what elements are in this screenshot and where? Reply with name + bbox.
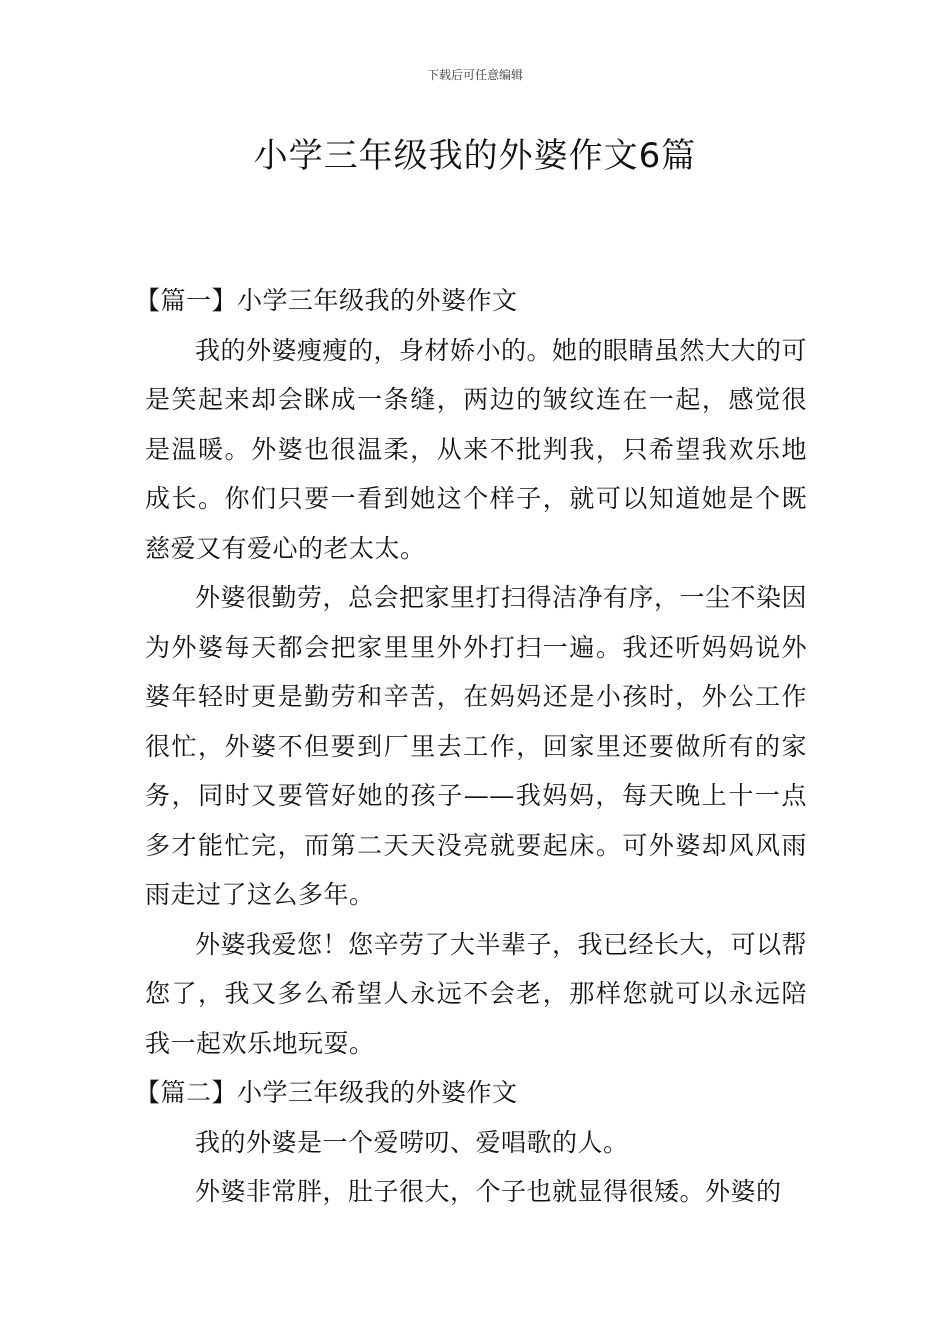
document-body — [135, 276, 808, 1217]
paragraph: 外婆很勤劳，总会把家里打扫得洁净有序，一尘不染因为外婆每天都会把家里里外外打扫一遍。我还听妈妈说外婆年轻时更是勤劳和辛苦，在妈妈还是小孩时，外公工作很忙，外婆不但要到厂里去工作，回家里还要做所有的家务，同时又要管好她的孩子——我妈妈，每天晚上十一点多才能忙完，而第二天天没亮就要起床。可外婆却风风雨雨走过了这么多年。 — [145, 583, 808, 909]
paragraph: 外婆非常胖，肚子很大，个子也就显得很矮。外婆的 — [195, 1177, 782, 1206]
document-title: 小学三年级我的外婆作文6篇 — [253, 136, 697, 176]
section-2 — [135, 1068, 807, 1217]
paragraph: 外婆我爱您！您辛劳了大半辈子，我已经长大，可以帮您了，我又多么希望人永远不会老，那样您就可以永远陪我一起欢乐地玩耍。 — [145, 929, 808, 1058]
header-note: 下载后可任意编辑 — [426, 68, 523, 82]
section-heading: 【篇一】小学三年级我的外婆作文 — [135, 286, 518, 315]
paragraph: 我的外婆瘦瘦的，身材娇小的。她的眼睛虽然大大的可是笑起来却会眯成一条缝，两边的皱纹连在一起，感觉很是温暖。外婆也很温柔，从来不批判我，只希望我欢乐地成长。你们只要一看到她这个样子，就可以知道她是个既慈爱又有爱心的老太太。 — [145, 335, 808, 563]
section-1 — [135, 276, 808, 1068]
section-heading: 【篇二】小学三年级我的外婆作文 — [135, 1078, 518, 1107]
paragraph: 我的外婆是一个爱唠叨、爱唱歌的人。 — [195, 1127, 629, 1157]
